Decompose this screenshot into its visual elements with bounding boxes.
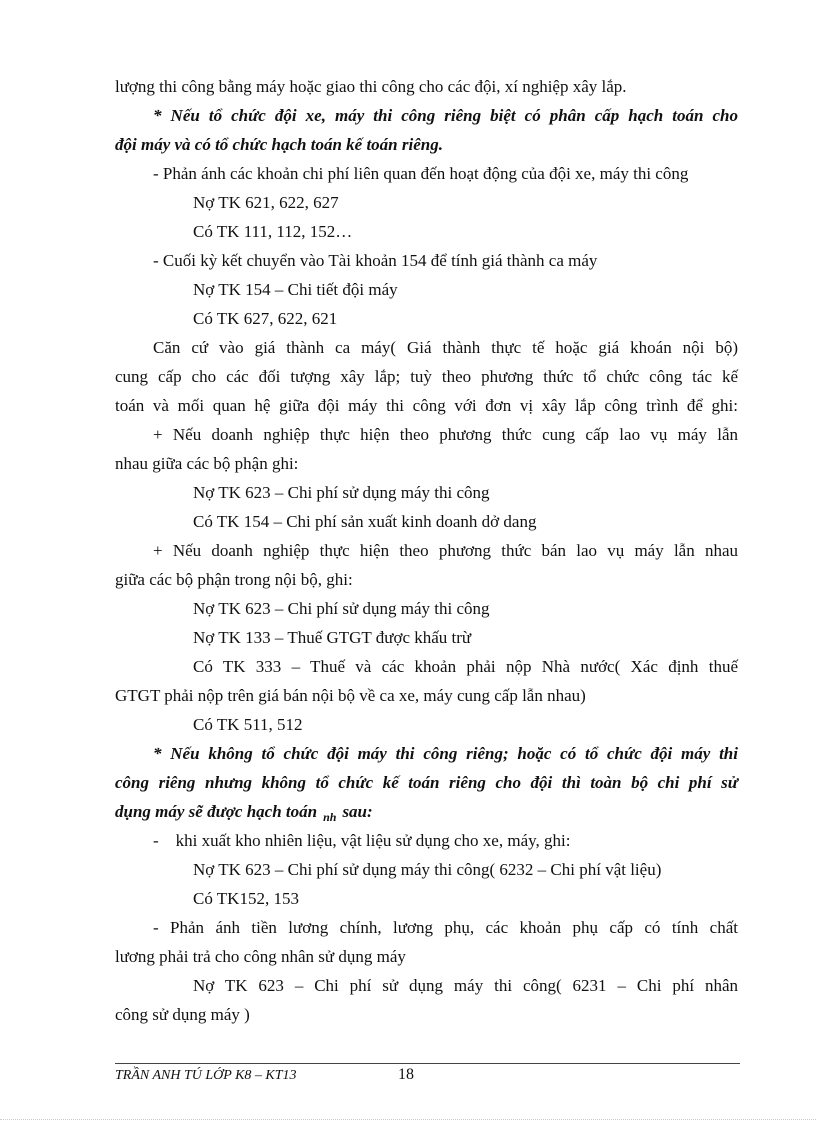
- text-line: - Phản ánh các khoản chi phí liên quan đến hoạt động của đội xe, máy thi công: [153, 164, 689, 183]
- page-number: 18: [398, 1066, 414, 1083]
- entry-line: Nợ TK 154 – Chi tiết đội máy: [193, 280, 398, 299]
- entry-line: Nợ TK 621, 622, 627: [193, 193, 339, 212]
- text-line: + Nếu doanh nghiệp thực hiện theo phương thức cung cấp lao vụ máy lẫn: [153, 425, 738, 444]
- entry-line: Có TK 627, 622, 621: [193, 309, 338, 328]
- entry-line: Có TK 111, 112, 152…: [193, 222, 353, 241]
- text-line: cung cấp cho các đối tượng xây lắp; tuỳ theo phương thức tổ chức công tác kế: [115, 367, 738, 386]
- footer-author: TRẦN ANH TÚ LỚP K8 – KT13: [115, 1068, 297, 1083]
- section-heading: * Nếu không tổ chức đội máy thi công riêng; hoặc có tổ chức đội máy thi: [153, 744, 738, 763]
- text-line: toán và mối quan hệ giữa đội máy thi công với đơn vị xây lắp công trình để ghi:: [115, 396, 738, 415]
- heading-text: dụng máy sẽ được hạch toán: [115, 802, 318, 821]
- entry-line: Có TK 511, 512: [193, 715, 303, 734]
- text-line: Căn cứ vào giá thành ca máy( Giá thành thực tế hoặc giá khoán nội bộ): [153, 338, 738, 357]
- entry-line: Có TK152, 153: [193, 889, 299, 908]
- entry-line: Nợ TK 623 – Chi phí sử dụng máy thi công: [193, 483, 490, 502]
- text-line: - Cuối kỳ kết chuyển vào Tài khoản 154 để tính giá thành ca máy: [153, 251, 598, 270]
- footer-divider: [115, 1063, 740, 1064]
- section-heading: * Nếu tổ chức đội xe, máy thi công riêng biệt có phân cấp hạch toán cho: [153, 106, 738, 125]
- entry-line: Nợ TK 623 – Chi phí sử dụng máy thi công: [193, 599, 490, 618]
- text-line: - Phản ánh tiền lương chính, lương phụ, các khoản phụ cấp có tính chất: [153, 918, 738, 937]
- text-line: GTGT phải nộp trên giá bán nội bộ về ca xe, máy cung cấp lẫn nhau): [115, 686, 586, 705]
- text-line: - khi xuất kho nhiên liệu, vật liệu sử dụng cho xe, máy, ghi:: [153, 831, 571, 850]
- entry-line: Có TK 154 – Chi phí sản xuất kinh doanh dở dang: [193, 512, 537, 531]
- text-line: nhau giữa các bộ phận ghi:: [115, 454, 299, 473]
- text-line: giữa các bộ phận trong nội bộ, ghi:: [115, 570, 353, 589]
- text-line: lương phải trả cho công nhân sử dụng máy: [115, 947, 406, 966]
- entry-line: Nợ TK 133 – Thuế GTGT được khấu trừ: [193, 628, 472, 647]
- section-heading: công riêng nhưng không tổ chức kế toán riêng cho đội thì toàn bộ chi phí sử: [115, 773, 738, 792]
- entry-line: Nợ TK 623 – Chi phí sử dụng máy thi công( 6232 – Chi phí vật liệu): [193, 860, 662, 879]
- text-line: lượng thi công bằng máy hoặc giao thi công cho các đội, xí nghiệp xây lắp.: [115, 77, 627, 96]
- heading-fragment: nh: [323, 810, 337, 824]
- section-heading: [115, 802, 373, 827]
- text-line: + Nếu doanh nghiệp thực hiện theo phương thức bán lao vụ máy lẫn nhau: [153, 541, 738, 560]
- text-line: công sử dụng máy ): [115, 1005, 250, 1024]
- section-heading: đội máy và có tổ chức hạch toán kế toán riêng.: [115, 135, 443, 154]
- entry-line: Có TK 333 – Thuế và các khoản phải nộp Nhà nước( Xác định thuế: [193, 657, 738, 676]
- heading-text: sau:: [342, 802, 373, 821]
- page-edge-divider: [0, 1119, 816, 1120]
- entry-line: Nợ TK 623 – Chi phí sử dụng máy thi công( 6231 – Chi phí nhân: [193, 976, 738, 995]
